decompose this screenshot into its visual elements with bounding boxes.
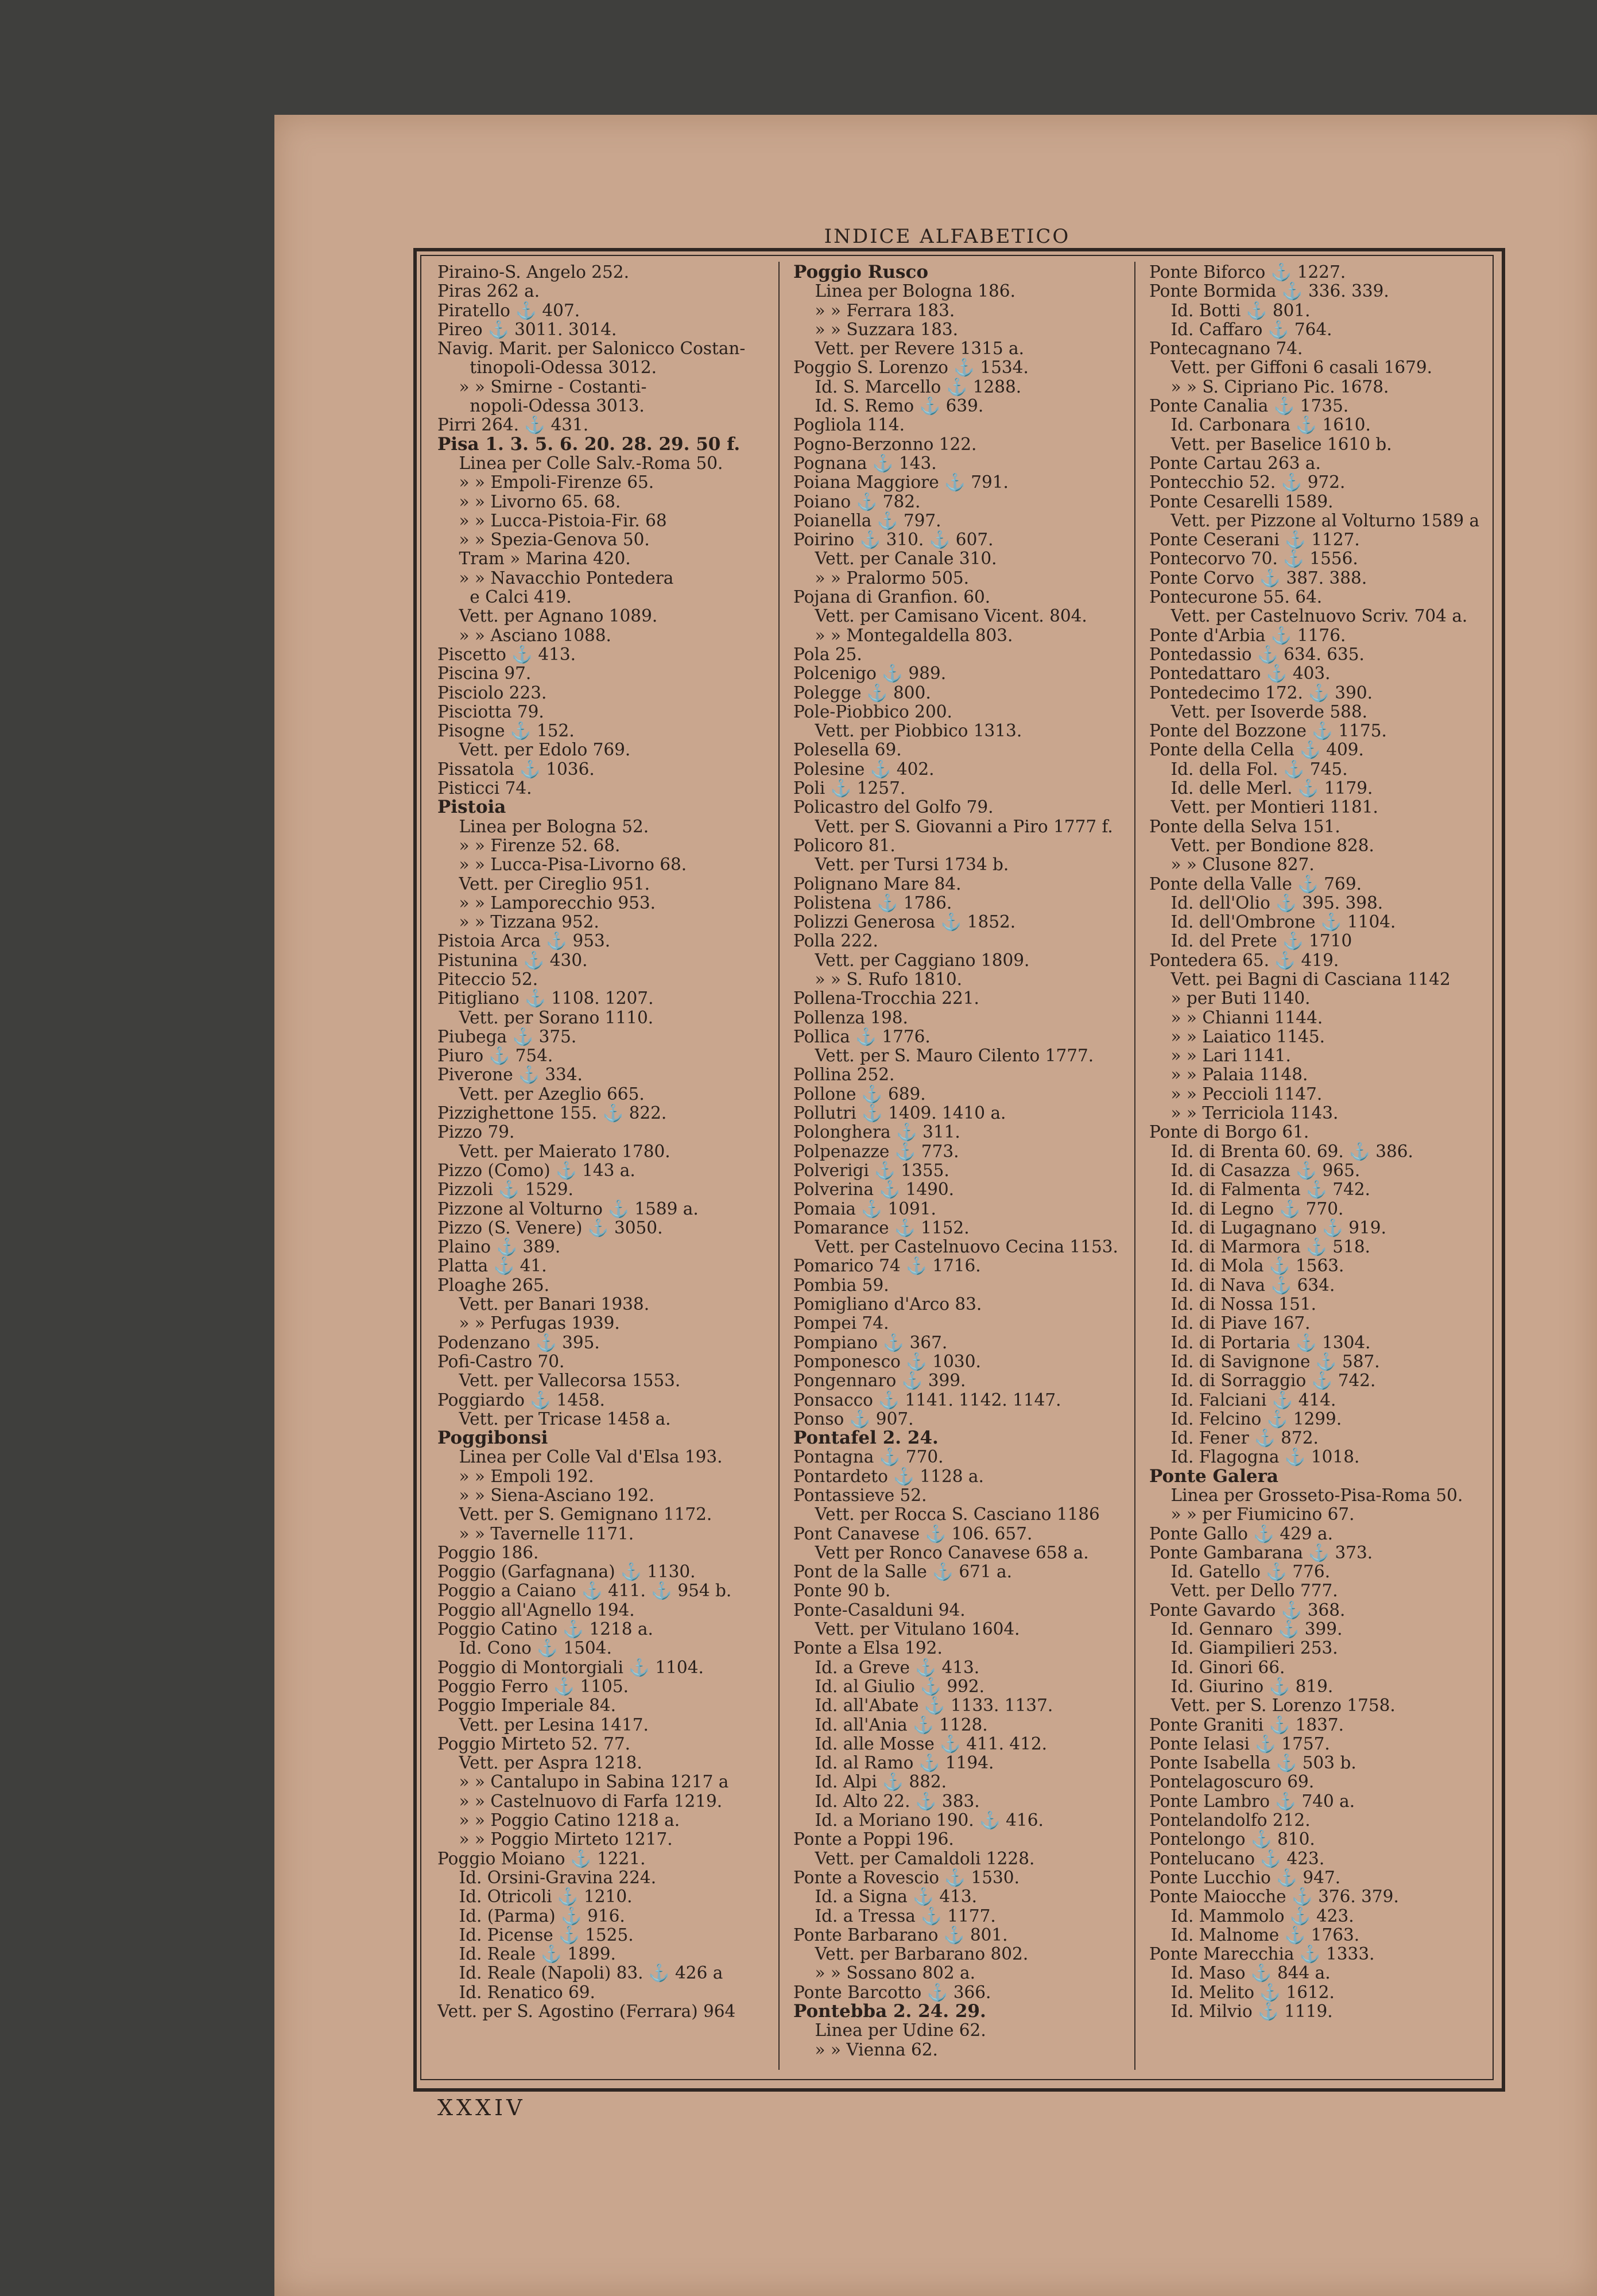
index-entry: Id. dell'Olio ⚓ 395. 398. [1149,893,1383,913]
index-entry: Linea per Colle Val d'Elsa 193. [437,1447,723,1467]
index-entry: Ponte della Valle ⚓ 769. [1149,874,1362,894]
index-entry: Pisciotta 79. [437,701,544,722]
index-entry: Pomponesco ⚓ 1030. [793,1351,981,1371]
index-entry: Pitigliano ⚓ 1108. 1207. [437,988,654,1009]
index-entry: Poli ⚓ 1257. [793,778,906,798]
index-entry: Vett. per Tursi 1734 b. [793,855,1009,875]
index-entry: Poiano ⚓ 782. [793,491,921,511]
index-entry: Ponte Barbarano ⚓ 801. [793,1925,1008,1945]
index-entry: Pontedecimo 172. ⚓ 390. [1149,682,1373,703]
index-entry: Linea per Grosseto-Pisa-Roma 50. [1149,1486,1463,1505]
index-entry: Vett. per Pizzone al Volturno 1589 a [1149,510,1480,530]
index-entry: Pirri 264. ⚓ 431. [437,415,589,435]
index-entry: Ponte Lambro ⚓ 740 a. [1149,1791,1355,1811]
index-entry: Ponte Lucchio ⚓ 947. [1149,1867,1341,1887]
index-entry: Vett. per Cireglio 951. [437,874,650,894]
index-entry: Pofi-Castro 70. [437,1351,565,1371]
column-divider [1134,262,1135,2070]
index-entry: Vett. per Montieri 1181. [1149,797,1378,817]
index-entry: Id. dell'Ombrone ⚓ 1104. [1149,912,1396,932]
index-entry: » » Cantalupo in Sabina 1217 a [437,1772,729,1792]
index-entry: Pisciolo 223. [437,682,547,703]
index-entry: Polizzi Generosa ⚓ 1852. [793,912,1016,932]
index-entry: Poggio Catino ⚓ 1218 a. [437,1619,653,1639]
index-entry: Pomigliano d'Arco 83. [793,1294,982,1314]
index-entry: Poggibonsi [437,1428,548,1449]
index-entry: Id. Reale (Napoli) 83. ⚓ 426 a [437,1963,723,1983]
index-entry: Id. Cono ⚓ 1504. [437,1638,612,1658]
index-entry: Ponte Biforco ⚓ 1227. [1149,263,1346,282]
index-entry: Id. Carbonara ⚓ 1610. [1149,415,1371,435]
index-entry: Pompiano ⚓ 367. [793,1332,948,1352]
index-entry: Id. di Savignone ⚓ 587. [1149,1351,1380,1371]
index-entry: Poggio a Caiano ⚓ 411. ⚓ 954 b. [437,1581,732,1601]
index-entry: Pollina 252. [793,1065,895,1085]
index-entry: Poggio Rusco [793,263,929,282]
index-entry: Poirino ⚓ 310. ⚓ 607. [793,530,994,550]
index-entry: Pompei 74. [793,1313,889,1333]
index-entry: » » Perfugas 1939. [437,1313,620,1333]
index-entry: Piraino-S. Angelo 252. [437,263,629,282]
index-entry: Pollena-Trocchia 221. [793,988,979,1009]
index-entry: Pontelucano ⚓ 423. [1149,1848,1325,1868]
index-entry: Pisogne ⚓ 152. [437,721,575,741]
index-entry: Ponte Corvo ⚓ 387. 388. [1149,568,1367,588]
index-entry: » » Vienna 62. [793,2039,938,2060]
index-entry: » » Montegaldella 803. [793,625,1013,645]
index-entry: Vett. per S. Agostino (Ferrara) 964 [437,2002,736,2022]
index-entry: Id. Falciani ⚓ 414. [1149,1390,1336,1410]
index-entry: Piuro ⚓ 754. [437,1046,553,1066]
index-entry: Id. a Tressa ⚓ 1177. [793,1906,996,1926]
index-entry: » » Poggio Mirteto 1217. [437,1829,673,1849]
column-divider [778,262,780,2070]
index-entry: Vett. per Camaldoli 1228. [793,1848,1035,1868]
index-entry: tinopoli-Odessa 3012. [437,358,657,378]
index-entry: Ponte della Cella ⚓ 409. [1149,740,1364,760]
index-entry: Ponte Gambarana ⚓ 373. [1149,1542,1373,1562]
index-entry: Id. S. Remo ⚓ 639. [793,396,984,416]
index-entry: Ponte della Selva 151. [1149,816,1340,836]
index-entry: Id. di Piave 167. [1149,1313,1311,1333]
index-entry: Vett. per Tricase 1458 a. [437,1409,671,1429]
index-entry: Pollone ⚓ 689. [793,1084,926,1104]
index-entry: Ponte Isabella ⚓ 503 b. [1149,1753,1356,1773]
index-entry: Id. di Portaria ⚓ 1304. [1149,1332,1371,1352]
index-entry: Pontelagoscuro 69. [1149,1772,1315,1792]
index-entry: Vett. per Edolo 769. [437,740,631,760]
index-entry: » » Laiatico 1145. [1149,1026,1325,1046]
index-entry: » » Asciano 1088. [437,625,611,645]
index-entry: Piscetto ⚓ 413. [437,644,576,664]
index-entry: Ponte Cartau 263 a. [1149,453,1321,473]
index-entry: » » Clusone 827. [1149,855,1315,875]
index-entry: Pizzighettone 155. ⚓ 822. [437,1103,667,1123]
index-entry: Vett per Ronco Canavese 658 a. [793,1542,1089,1562]
index-entry: Id. a Signa ⚓ 413. [793,1887,978,1907]
index-entry: Polegge ⚓ 800. [793,682,931,703]
index-entry: Id. delle Merl. ⚓ 1179. [1149,778,1373,798]
index-entry: Id. di Legno ⚓ 770. [1149,1199,1344,1219]
index-entry: » » Palaia 1148. [1149,1065,1308,1085]
index-entry: Ponte a Elsa 192. [793,1638,943,1658]
index-entry: Tram » Marina 420. [437,549,631,569]
index-entry: Vett. per S. Gemignano 1172. [437,1504,712,1525]
index-entry: Id. Picense ⚓ 1525. [437,1925,634,1945]
index-entry: Ponte Gavardo ⚓ 368. [1149,1600,1346,1620]
index-entry: Id. di Falmenta ⚓ 742. [1149,1180,1371,1200]
index-entry: Pognana ⚓ 143. [793,453,937,473]
index-entry: » » Siena-Asciano 192. [437,1486,654,1505]
index-entry: Pojana di Granfion. 60. [793,587,991,607]
index-entry: Id. di Sorraggio ⚓ 742. [1149,1371,1376,1391]
index-entry: Pontecorvo 70. ⚓ 1556. [1149,549,1358,569]
index-entry: Vett. per Baselice 1610 b. [1149,434,1392,454]
index-entry: Pola 25. [793,644,862,664]
index-entry: Poggio Moiano ⚓ 1221. [437,1848,646,1868]
index-entry: Id. Alto 22. ⚓ 383. [793,1791,980,1811]
index-entry: » » Firenze 52. 68. [437,835,621,855]
index-entry: Id. Gatello ⚓ 776. [1149,1562,1331,1582]
index-entry: Pongennaro ⚓ 399. [793,1371,966,1391]
index-entry: Pogliola 114. [793,415,905,435]
index-column-1 [437,263,770,2021]
index-entry: Poggio S. Lorenzo ⚓ 1534. [793,358,1029,378]
index-entry: » » Livorno 65. 68. [437,491,621,511]
index-entry: Id. Otricoli ⚓ 1210. [437,1887,633,1907]
index-entry: Id. Mammolo ⚓ 423. [1149,1906,1354,1926]
index-entry: » » Lucca-Pisa-Livorno 68. [437,855,687,875]
index-entry: Id. di Nava ⚓ 634. [1149,1275,1335,1295]
index-entry: Vett. per Sorano 1110. [437,1007,654,1027]
index-entry: Podenzano ⚓ 395. [437,1332,600,1352]
index-entry: Id. all'Abate ⚓ 1133. 1137. [793,1696,1053,1716]
index-entry: Id. al Ramo ⚓ 1194. [793,1753,994,1773]
index-entry: Linea per Colle Salv.-Roma 50. [437,453,723,473]
index-entry: » » Ferrara 183. [793,300,955,320]
index-entry: » » Smirne - Costanti- [437,377,647,397]
index-entry: Pizzone al Volturno ⚓ 1589 a. [437,1199,699,1219]
index-entry: Navig. Marit. per Salonicco Costan- [437,339,746,359]
index-entry: Id. Fener ⚓ 872. [1149,1428,1319,1448]
index-entry: Plaino ⚓ 389. [437,1237,561,1257]
index-entry: Pontecurone 55. 64. [1149,587,1323,607]
index-entry: Id. di Casazza ⚓ 965. [1149,1160,1360,1180]
index-entry: » per Buti 1140. [1149,988,1311,1009]
index-entry: Ponte Barcotto ⚓ 366. [793,1982,991,2002]
index-entry: Id. Caffaro ⚓ 764. [1149,319,1332,339]
index-entry: Pont de la Salle ⚓ 671 a. [793,1562,1013,1582]
index-entry: e Calci 419. [437,587,572,607]
index-entry: Id. a Greve ⚓ 413. [793,1657,980,1677]
index-entry: Id. al Giulio ⚓ 992. [793,1676,984,1696]
index-entry: » » Terriciola 1143. [1149,1103,1339,1123]
index-entry: Id. (Parma) ⚓ 916. [437,1906,625,1926]
index-entry: Pizzoli ⚓ 1529. [437,1180,573,1200]
index-entry: Ponte Canalia ⚓ 1735. [1149,396,1349,416]
index-entry: Linea per Bologna 186. [793,281,1015,301]
index-entry: Polesine ⚓ 402. [793,759,935,779]
index-entry: Vett. per Vallecorsa 1553. [437,1371,681,1391]
index-entry: » » Tizzana 952. [437,912,599,932]
index-entry: Vett. per Dello 777. [1149,1581,1338,1601]
index-entry: Poianella ⚓ 797. [793,510,941,530]
index-entry: Poggio 186. [437,1542,539,1562]
index-entry: Ponte Ceserani ⚓ 1127. [1149,530,1360,550]
index-entry: Pistunina ⚓ 430. [437,950,588,970]
index-entry: Vett. per Camisano Vicent. 804. [793,606,1087,626]
index-entry: Id. Alpi ⚓ 882. [793,1772,947,1792]
page-header: INDICE ALFABETICO [824,225,1071,248]
index-entry: Polverigi ⚓ 1355. [793,1160,949,1180]
index-entry: Id. Giurino ⚓ 819. [1149,1676,1334,1696]
index-entry: Id. Maso ⚓ 844 a. [1149,1963,1331,1983]
index-entry: » » Chianni 1144. [1149,1007,1323,1027]
index-entry: Pollenza 198. [793,1007,908,1027]
index-entry: Pontardeto ⚓ 1128 a. [793,1466,984,1486]
index-entry: Vett. per Piobbico 1313. [793,721,1022,741]
index-entry: Poggio di Montorgiali ⚓ 1104. [437,1657,704,1677]
index-entry: Ponte Marecchia ⚓ 1333. [1149,1944,1375,1964]
index-entry: » » Navacchio Pontedera [437,568,674,588]
index-entry: » » Pralormo 505. [793,568,969,588]
index-entry: Ponso ⚓ 907. [793,1409,914,1429]
index-entry: Piverone ⚓ 334. [437,1065,583,1085]
index-entry: Piteccio 52. [437,969,538,989]
index-entry: Polverina ⚓ 1490. [793,1180,955,1200]
index-entry: Poggio Mirteto 52. 77. [437,1733,631,1754]
index-entry: Ponte-Casalduni 94. [793,1600,966,1620]
index-entry: Ponte del Bozzone ⚓ 1175. [1149,721,1387,741]
index-entry: Pontafel 2. 24. [793,1428,939,1449]
page-number: XXXIV [437,2095,526,2120]
index-entry: Ponte Cesarelli 1589. [1149,491,1334,511]
index-entry: Id. Renatico 69. [437,1982,595,2002]
index-entry: Id. Melito ⚓ 1612. [1149,1982,1335,2002]
index-entry: Poiana Maggiore ⚓ 791. [793,472,1009,492]
index-entry: Pomarico 74 ⚓ 1716. [793,1256,981,1276]
index-entry: Poggio Ferro ⚓ 1105. [437,1676,629,1696]
index-entry: Id. Flagogna ⚓ 1018. [1149,1447,1360,1467]
index-entry: Id. Milvio ⚓ 1119. [1149,2002,1333,2022]
index-entry: Id. Orsini-Gravina 224. [437,1867,657,1887]
index-entry: Piratello ⚓ 407. [437,300,580,320]
index-entry: » » Peccioli 1147. [1149,1084,1323,1104]
index-entry: Vett. per Castelnuovo Cecina 1153. [793,1237,1118,1257]
index-entry: » » Lucca-Pistoia-Fir. 68 [437,510,667,530]
index-entry: Pombia 59. [793,1275,889,1295]
index-entry: Polistena ⚓ 1786. [793,893,952,913]
index-entry: Ponte di Borgo 61. [1149,1122,1309,1142]
index-entry: Pontedera 65. ⚓ 419. [1149,950,1339,970]
index-entry: Vett. per Giffoni 6 casali 1679. [1149,358,1433,378]
index-entry: Ploaghe 265. [437,1275,550,1295]
index-entry: Pontedattaro ⚓ 403. [1149,664,1331,684]
index-entry: Pizzo 79. [437,1122,515,1142]
index-entry: Ponte Ielasi ⚓ 1757. [1149,1733,1330,1754]
index-entry: nopoli-Odessa 3013. [437,396,645,416]
index-entry: Ponsacco ⚓ 1141. 1142. 1147. [793,1390,1061,1410]
index-entry: Polesella 69. [793,740,902,760]
index-entry: Pisa 1. 3. 5. 6. 20. 28. 29. 50 f. [437,433,741,455]
index-entry: » » Poggio Catino 1218 a. [437,1810,680,1830]
index-entry: Id. di Mola ⚓ 1563. [1149,1256,1344,1276]
index-entry: Id. Gennaro ⚓ 399. [1149,1619,1343,1639]
index-entry: » » Lari 1141. [1149,1046,1291,1066]
index-entry: » » Empoli-Firenze 65. [437,472,654,492]
index-entry: Poggio all'Agnello 194. [437,1600,635,1620]
index-entry: Pontecagnano 74. [1149,339,1303,359]
index-entry: Ponte d'Arbia ⚓ 1176. [1149,625,1346,645]
index-entry: Pireo ⚓ 3011. 3014. [437,319,617,339]
index-entry: Vett. per S. Mauro Cilento 1777. [793,1046,1094,1066]
index-entry: Vett. per Lesina 1417. [437,1715,649,1735]
index-entry: Ponte a Poppi 196. [793,1829,954,1849]
index-entry: Ponte 90 b. [793,1581,891,1601]
index-entry: Id. a Moriano 190. ⚓ 416. [793,1810,1044,1830]
index-entry: Vett. per Aspra 1218. [437,1753,642,1773]
index-entry: Vett. per Revere 1315 a. [793,339,1024,359]
index-entry: Pistoia [437,797,506,818]
index-column-3 [1149,263,1482,2021]
index-entry: » » S. Rufo 1810. [793,969,962,989]
index-entry: Id. di Brenta 60. 69. ⚓ 386. [1149,1141,1413,1161]
index-column-2 [793,263,1132,2060]
index-entry: Id. Giampilieri 253. [1149,1638,1338,1658]
index-entry: » » Suzzara 183. [793,319,958,339]
index-entry: Id. Malnome ⚓ 1763. [1149,1925,1360,1945]
index-entry: Pollutri ⚓ 1409. 1410 a. [793,1103,1006,1123]
index-entry: Vett. per Castelnuovo Scriv. 704 a. [1149,606,1468,626]
index-entry: Piras 262 a. [437,281,540,301]
index-entry: Pontebba 2. 24. 29. [793,2001,986,2022]
index-entry: Id. di Marmora ⚓ 518. [1149,1237,1370,1257]
index-entry: Vett. per Isoverde 588. [1149,701,1368,722]
index-entry: Pomarance ⚓ 1152. [793,1217,970,1238]
index-entry: Pontelongo ⚓ 810. [1149,1829,1315,1849]
index-entry: Vett. per Vitulano 1604. [793,1619,1020,1639]
index-entry: Pogno-Berzonno 122. [793,434,977,454]
index-entry: Id. Ginori 66. [1149,1657,1285,1677]
index-entry: Pontelandolfo 212. [1149,1810,1311,1830]
index-entry: » » per Fiumicino 67. [1149,1504,1355,1525]
index-entry: Policoro 81. [793,835,896,855]
index-entry: Linea per Bologna 52. [437,816,649,836]
index-entry: Pisticci 74. [437,778,532,798]
index-entry: Ponte a Rovescio ⚓ 1530. [793,1867,1020,1887]
index-entry: Polignano Mare 84. [793,874,962,894]
index-entry: Ponte Graniti ⚓ 1837. [1149,1715,1344,1735]
index-entry: Vett. per Rocca S. Casciano 1186 [793,1504,1100,1525]
index-entry: Platta ⚓ 41. [437,1256,547,1276]
index-entry: Pizzo (Como) ⚓ 143 a. [437,1160,635,1180]
index-entry: Vett. per Agnano 1089. [437,606,658,626]
index-entry: Id. di Lugagnano ⚓ 919. [1149,1217,1386,1238]
index-entry: Vett. per Maierato 1780. [437,1141,670,1161]
index-entry: Id. Felcino ⚓ 1299. [1149,1409,1342,1429]
index-entry: Vett. per Banari 1938. [437,1294,650,1314]
index-entry: Ponte Gallo ⚓ 429 a. [1149,1523,1334,1543]
index-entry: Id. Reale ⚓ 1899. [437,1944,616,1964]
index-entry: Linea per Udine 62. [793,2020,986,2041]
index-entry: Pontecchio 52. ⚓ 972. [1149,472,1346,492]
index-entry: Id. S. Marcello ⚓ 1288. [793,377,1022,397]
index-entry: Pollica ⚓ 1776. [793,1026,931,1046]
index-entry: » » Tavernelle 1171. [437,1523,634,1543]
index-entry: Pontagna ⚓ 770. [793,1447,944,1467]
index-entry: Id. del Prete ⚓ 1710 [1149,931,1352,951]
index-entry: Vett. per Canale 310. [793,549,997,569]
index-entry: Pomaia ⚓ 1091. [793,1199,936,1219]
index-entry: » » S. Cipriano Pic. 1678. [1149,377,1389,397]
index-entry: Vett. per S. Lorenzo 1758. [1149,1696,1396,1716]
index-entry: Vett. per S. Giovanni a Piro 1777 f. [793,816,1113,836]
index-entry: Id. Botti ⚓ 801. [1149,300,1311,320]
index-entry: Ponte Bormida ⚓ 336. 339. [1149,281,1389,301]
index-entry: Pissatola ⚓ 1036. [437,759,595,779]
index-entry: Polpenazze ⚓ 773. [793,1141,959,1161]
index-entry: Ponte Galera [1149,1465,1279,1487]
index-entry: Piubega ⚓ 375. [437,1026,577,1046]
index-entry: » » Castelnuovo di Farfa 1219. [437,1791,723,1811]
index-entry: Polcenigo ⚓ 989. [793,664,947,684]
index-entry: Pizzo (S. Venere) ⚓ 3050. [437,1217,663,1238]
index-entry: » » Empoli 192. [437,1466,594,1486]
index-entry: Pontedassio ⚓ 634. 635. [1149,644,1365,664]
index-entry: Vett. per Azeglio 665. [437,1084,645,1104]
index-entry: Polonghera ⚓ 311. [793,1122,960,1142]
index-entry: Vett. per Barbarano 802. [793,1944,1029,1964]
index-entry: Vett. per Bondione 828. [1149,835,1374,855]
index-entry: Poggio (Garfagnana) ⚓ 1130. [437,1562,696,1582]
index-entry: Id. della Fol. ⚓ 745. [1149,759,1348,779]
index-entry: Vett. pei Bagni di Casciana 1142 [1149,969,1451,989]
index-entry: Id. all'Ania ⚓ 1128. [793,1715,988,1735]
index-entry: Pistoia Arca ⚓ 953. [437,931,611,951]
index-entry: » » Spezia-Genova 50. [437,530,650,550]
index-entry: » » Lamporecchio 953. [437,893,656,913]
index-entry: Piscina 97. [437,664,532,684]
index-entry: Vett. per Caggiano 1809. [793,950,1030,970]
index-entry: Policastro del Golfo 79. [793,797,994,817]
index-entry: Pontassieve 52. [793,1486,927,1505]
index-entry: Poggio Imperiale 84. [437,1696,617,1716]
index-entry: Ponte Maiocche ⚓ 376. 379. [1149,1887,1399,1907]
index-entry: » » Sossano 802 a. [793,1963,975,1983]
index-entry: Id. di Nossa 151. [1149,1294,1316,1314]
index-entry: Id. alle Mosse ⚓ 411. 412. [793,1733,1048,1754]
index-entry: Polla 222. [793,931,878,951]
index-entry: Pont Canavese ⚓ 106. 657. [793,1523,1033,1543]
index-entry: Pole-Piobbico 200. [793,701,952,722]
index-entry: Poggiardo ⚓ 1458. [437,1390,605,1410]
